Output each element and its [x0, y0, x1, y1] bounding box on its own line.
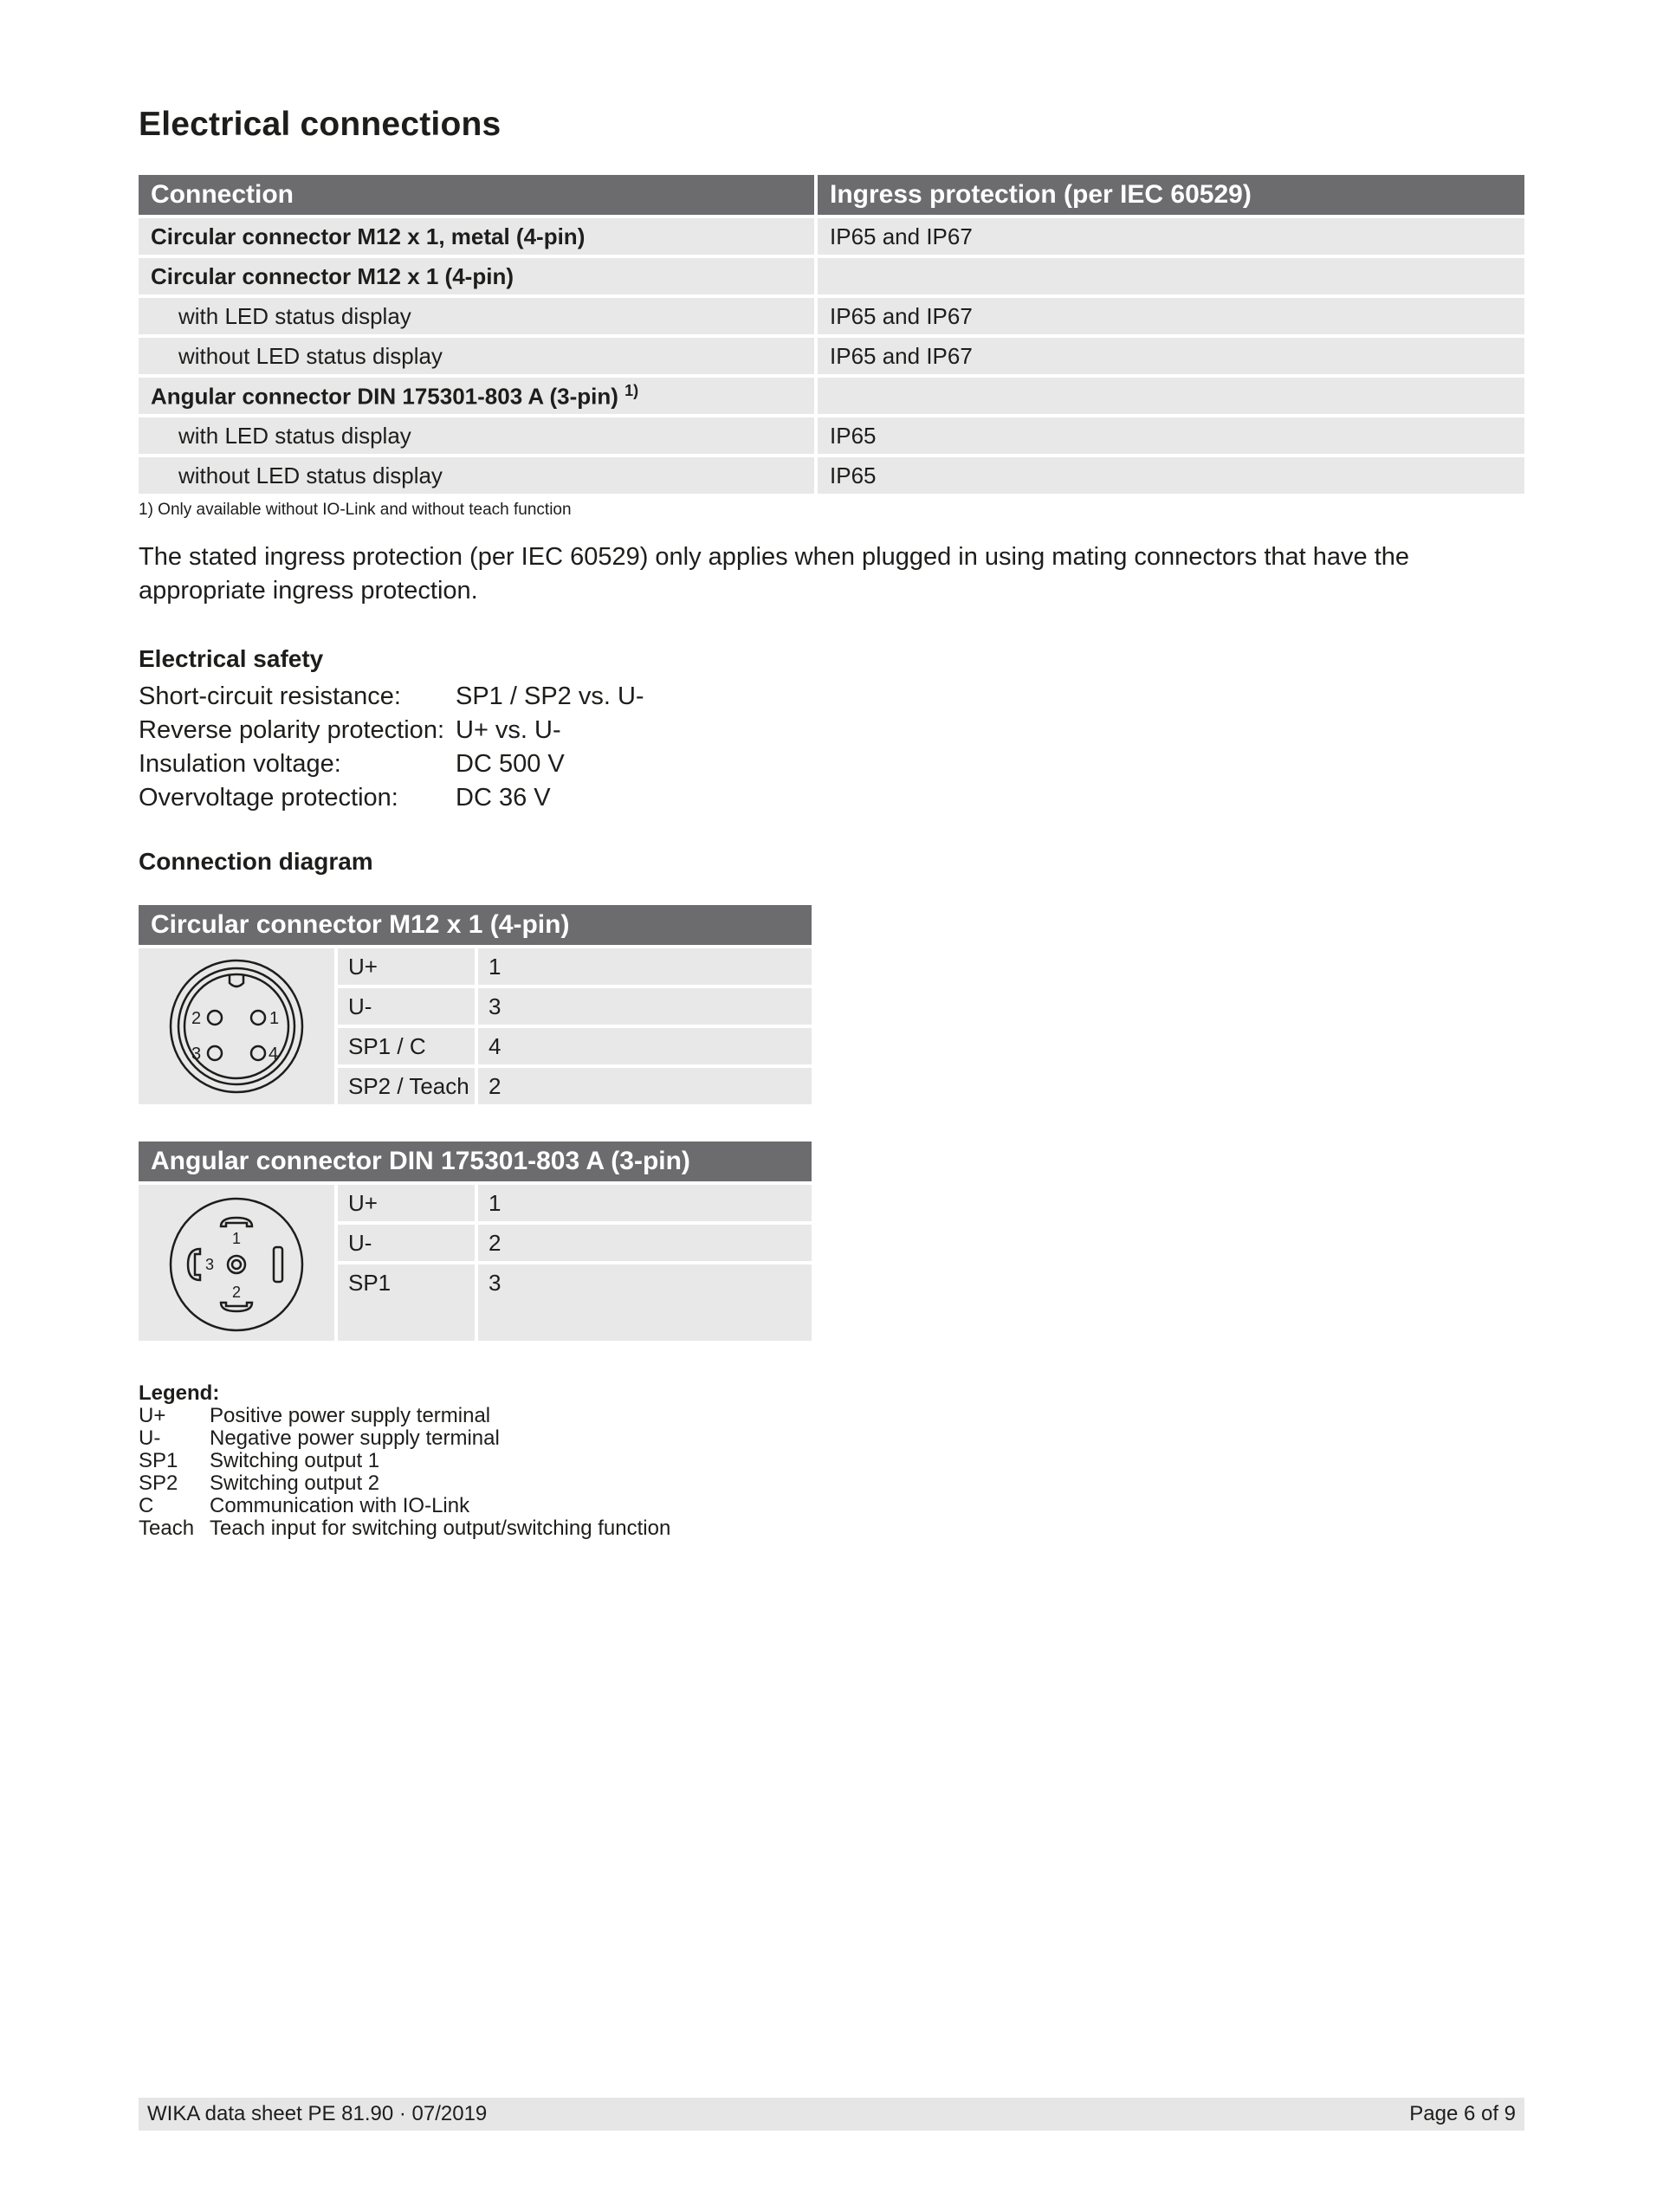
pin-signal: SP2 / Teach	[338, 1068, 475, 1104]
connection-label: Angular connector DIN 175301-803 A (3-pin)	[151, 383, 618, 410]
connection-cell: without LED status display	[139, 454, 814, 494]
pin-label-3: 3	[191, 1045, 202, 1064]
din-diagram-table	[139, 1142, 812, 1341]
connection-cell: with LED status display	[139, 294, 814, 334]
list-item	[139, 781, 644, 815]
table-row	[139, 255, 1524, 294]
legend-symbol: SP1	[139, 1449, 178, 1472]
pin-label-1: 1	[269, 1009, 280, 1028]
pin-number: 2	[478, 1225, 812, 1261]
table-row	[139, 374, 1524, 414]
legend-symbol: U-	[139, 1426, 161, 1450]
din-pin-label-1: 1	[232, 1230, 242, 1247]
electrical-safety-list	[139, 680, 644, 815]
safety-label: Reverse polarity protection:	[139, 716, 444, 744]
legend-text: Positive power supply terminal	[210, 1404, 491, 1427]
pin-signal: U-	[338, 1225, 475, 1261]
electrical-safety-heading: Electrical safety	[139, 645, 324, 672]
ingress-note: The stated ingress protection (per IEC 60529) only applies when plugged in using mating connectors that have the appropriate ingress protection.	[139, 543, 1410, 605]
ingress-protection-table	[139, 175, 1524, 494]
legend-text: Switching output 2	[210, 1471, 380, 1495]
legend-item	[139, 1450, 670, 1472]
pin-row	[338, 1028, 812, 1064]
table-footnote: 1) Only available without IO-Link and without teach function	[139, 501, 572, 519]
legend	[139, 1382, 670, 1540]
din-pin-label-2: 2	[232, 1284, 242, 1301]
protection-cell: IP65	[814, 454, 1524, 494]
safety-value: DC 36 V	[456, 784, 551, 812]
din-pinout-icon	[167, 1192, 306, 1334]
din-diagram-title: Angular connector DIN 175301-803 A (3-pin)	[139, 1142, 812, 1181]
legend-text: Negative power supply terminal	[210, 1426, 500, 1450]
footer-page-number: Page 6 of 9	[1409, 2102, 1516, 2125]
pin-number: 1	[478, 948, 812, 985]
din-connector-drawing	[139, 1185, 334, 1341]
pin-signal: U-	[338, 988, 475, 1025]
page-title: Electrical connections	[139, 106, 501, 143]
pin-number: 2	[478, 1068, 812, 1104]
safety-value: SP1 / SP2 vs. U-	[456, 682, 644, 710]
protection-cell	[814, 255, 1524, 294]
table-row	[139, 334, 1524, 374]
legend-title: Legend:	[139, 1381, 220, 1405]
pin-number: 4	[478, 1028, 812, 1064]
pin-signal: U+	[338, 948, 475, 985]
legend-text: Teach input for switching output/switching function	[210, 1517, 671, 1540]
table-row	[139, 294, 1524, 334]
legend-item	[139, 1517, 670, 1540]
pin-row	[338, 948, 812, 985]
safety-label: Insulation voltage:	[139, 750, 341, 778]
safety-value: DC 500 V	[456, 750, 565, 778]
legend-symbol: C	[139, 1494, 154, 1517]
m12-diagram-title: Circular connector M12 x 1 (4-pin)	[139, 905, 812, 945]
pin-row	[338, 1264, 812, 1341]
pin-signal: SP1	[338, 1264, 475, 1341]
connection-cell: with LED status display	[139, 414, 814, 454]
pin-row	[338, 1068, 812, 1104]
legend-symbol: Teach	[139, 1517, 195, 1540]
pin-row	[338, 1185, 812, 1221]
protection-cell: IP65 and IP67	[814, 334, 1524, 374]
connection-cell: without LED status display	[139, 334, 814, 374]
column-header-connection: Connection	[139, 175, 814, 215]
list-item	[139, 747, 644, 781]
column-header-ingress-protection: Ingress protection (per IEC 60529)	[814, 175, 1524, 215]
legend-symbol: SP2	[139, 1471, 178, 1495]
legend-item	[139, 1495, 670, 1517]
connection-cell: Circular connector M12 x 1, metal (4-pin)	[139, 215, 814, 255]
m12-connector-drawing	[139, 948, 334, 1104]
pin-row	[338, 1225, 812, 1261]
safety-label: Short-circuit resistance:	[139, 682, 401, 710]
pin-signal: U+	[338, 1185, 475, 1221]
legend-item	[139, 1472, 670, 1495]
footnote-marker: 1)	[624, 381, 639, 399]
legend-text: Switching output 1	[210, 1449, 380, 1472]
list-item	[139, 680, 644, 714]
pin-signal: SP1 / C	[338, 1028, 475, 1064]
m12-diagram-table	[139, 905, 812, 1104]
table-row	[139, 454, 1524, 494]
safety-label: Overvoltage protection:	[139, 784, 398, 812]
legend-item	[139, 1427, 670, 1450]
protection-cell: IP65	[814, 414, 1524, 454]
connection-cell	[139, 374, 814, 414]
protection-cell	[814, 374, 1524, 414]
footer-document-id: WIKA data sheet PE 81.90 · 07/2019	[147, 2102, 488, 2125]
m12-pinout-icon	[167, 957, 306, 1096]
pin-number: 3	[478, 988, 812, 1025]
pin-row	[338, 988, 812, 1025]
pin-label-2: 2	[191, 1009, 202, 1028]
connection-diagram-heading: Connection diagram	[139, 848, 373, 875]
protection-cell: IP65 and IP67	[814, 294, 1524, 334]
pin-number: 3	[478, 1264, 812, 1341]
legend-text: Communication with IO-Link	[210, 1494, 470, 1517]
safety-value: U+ vs. U-	[456, 716, 561, 744]
pin-label-4: 4	[269, 1045, 279, 1064]
list-item	[139, 714, 644, 747]
pin-number: 1	[478, 1185, 812, 1221]
page-footer	[139, 2098, 1524, 2131]
connection-cell: Circular connector M12 x 1 (4-pin)	[139, 255, 814, 294]
protection-cell: IP65 and IP67	[814, 215, 1524, 255]
legend-item	[139, 1405, 670, 1427]
table-row	[139, 414, 1524, 454]
legend-symbol: U+	[139, 1404, 166, 1427]
din-pin-label-3: 3	[205, 1256, 215, 1273]
table-row	[139, 215, 1524, 255]
